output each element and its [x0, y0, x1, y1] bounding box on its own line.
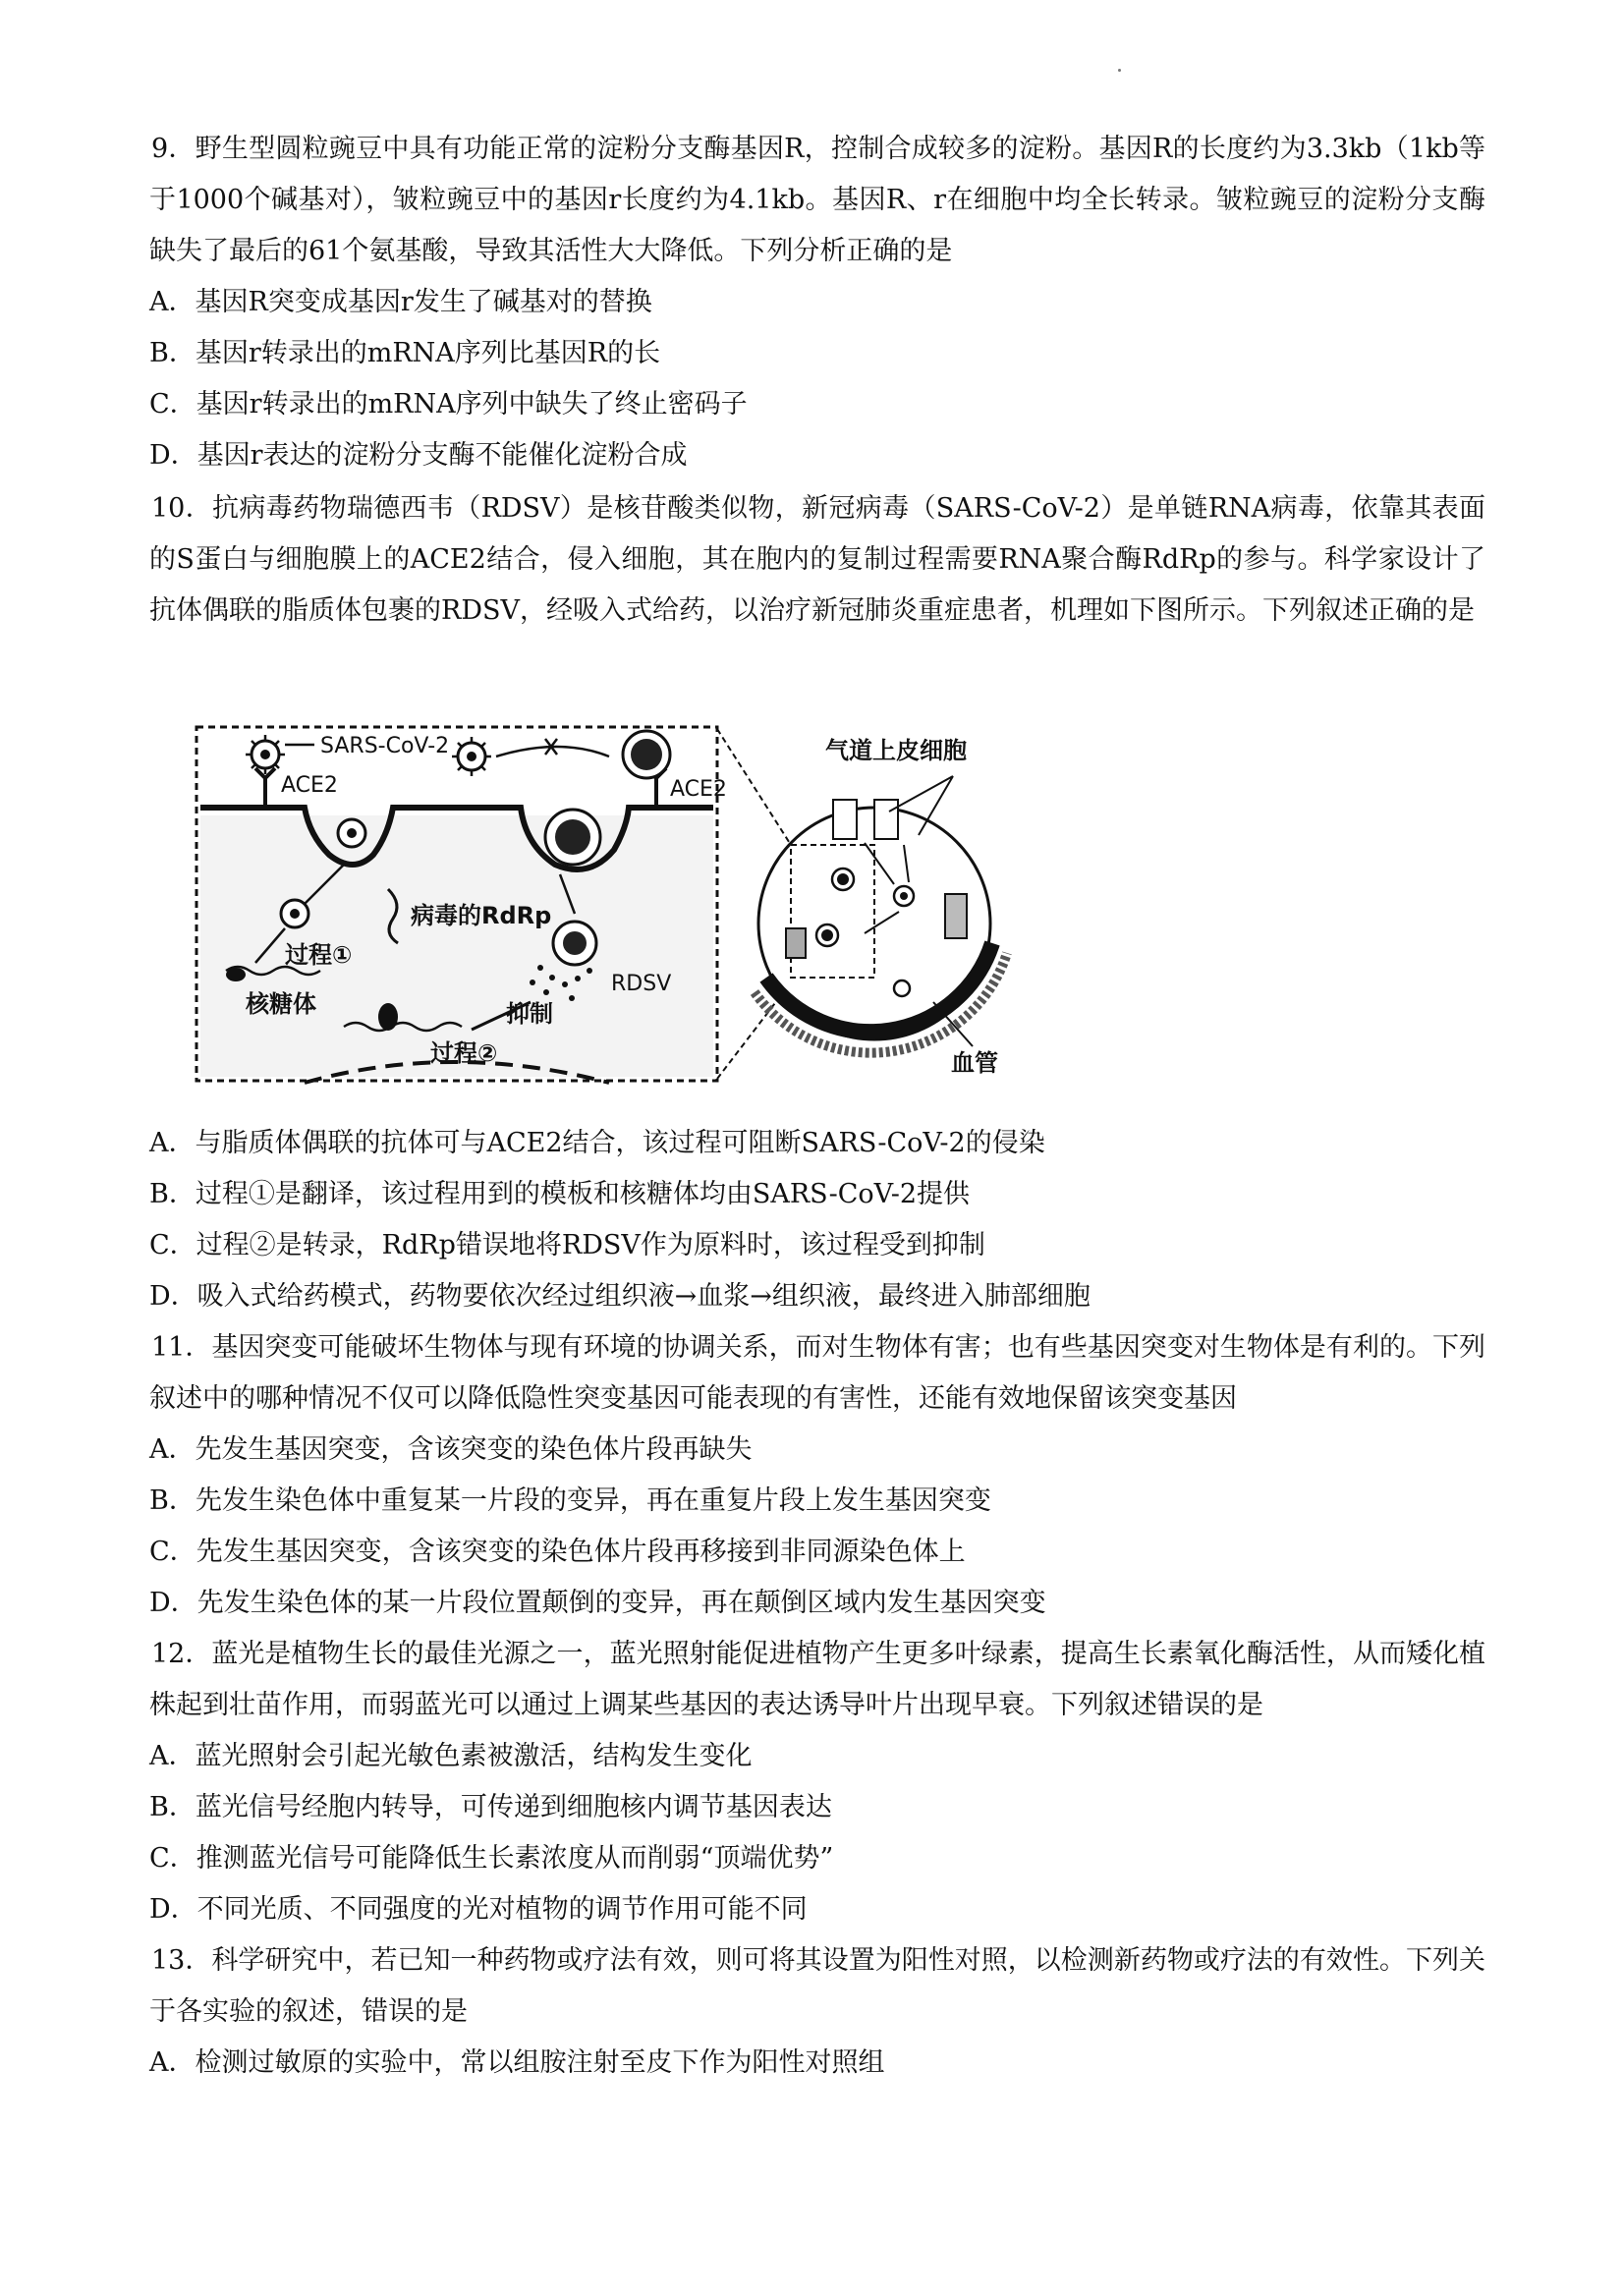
label-ace2-left: ACE2: [281, 773, 338, 798]
page-dot-mark: [1118, 69, 1121, 72]
organelle-icon: [945, 894, 967, 938]
rdsv-liposome-icon: [553, 922, 596, 965]
question-13: [149, 1935, 1485, 2089]
virus-icon: [452, 737, 491, 776]
question-10: [149, 483, 1485, 637]
question-12-option-b: B．蓝光信号经胞内转导，可传递到细胞核内调节基因表达: [149, 1792, 832, 1822]
question-11: [149, 1322, 1485, 1629]
question-12-option-c: C．推测蓝光信号可能降低生长素浓度从而削弱“顶端优势”: [149, 1843, 834, 1874]
question-10-option-c: C．过程②是转录，RdRp错误地将RDSV作为原料时，该过程受到抑制: [149, 1230, 985, 1260]
liposome-icon: [623, 731, 670, 778]
question-11-option-a: A．先发生基因突变，含该突变的染色体片段再缺失: [149, 1434, 753, 1465]
cytoplasm-bg: [200, 815, 713, 1077]
label-viral-rdrp: 病毒的RdRp: [411, 902, 552, 929]
question-9: [149, 124, 1485, 481]
question-10-option-b: B．过程①是翻译，该过程用到的模板和核糖体均由SARS-CoV-2提供: [149, 1179, 971, 1209]
zoom-connector-top: [717, 729, 791, 845]
label-rdsv: RDSV: [611, 972, 672, 996]
airway-cell-icon: [874, 800, 898, 839]
question-9-option-b: B．基因r转录出的mRNA序列比基因R的长: [149, 338, 661, 368]
question-9-stem: 9．野生型圆粒豌豆中具有功能正常的淀粉分支酶基因R，控制合成较多的淀粉。基因R的长度约为3.3kb（1kb等于1000个碱基对），皱粒豌豆中的基因r长度约为4.1kb。基因R、r在细胞中均全长转录。皱粒豌豆的淀粉分支酶缺失了最后的61个氨基酸，导致其活性大大降低。下列分析正确的是: [149, 134, 1485, 266]
question-13-option-a: A．检测过敏原的实验中，常以组胺注射至皮下作为阳性对照组: [149, 2047, 885, 2078]
airway-cell-diagram: [755, 776, 1007, 1053]
question-13-stem: 13．科学研究中，若已知一种药物或疗法有效，则可将其设置为阳性对照，以检测新药物或疗法的有效性。下列关于各实验的叙述，错误的是: [149, 1945, 1485, 2027]
label-ribosome: 核糖体: [246, 990, 316, 1018]
question-10-options: [149, 1118, 1485, 1322]
organelle-icon: [786, 928, 806, 958]
question-10-option-a: A．与脂质体偶联的抗体可与ACE2结合，该过程可阻断SARS-CoV-2的侵染: [149, 1128, 1045, 1158]
question-10-figure: [187, 717, 1051, 1091]
label-airway-epithelial-cell: 气道上皮细胞: [825, 737, 967, 764]
question-9-option-c: C．基因r转录出的mRNA序列中缺失了终止密码子: [149, 389, 748, 420]
label-sars-cov-2: SARS-CoV-2: [320, 734, 450, 758]
released-virus-icon: [281, 900, 308, 927]
endocytosed-virus-icon: [338, 819, 365, 847]
label-blood-vessel: 血管: [951, 1049, 998, 1077]
label-inhibit: 抑制: [506, 1000, 553, 1028]
endocytosed-liposome-icon: [545, 810, 600, 865]
mechanism-diagram: [187, 717, 1051, 1091]
airway-cell-icon: [833, 800, 857, 839]
question-9-option-a: A．基因R突变成基因r发生了碱基对的替换: [149, 287, 652, 317]
question-12-option-d: D．不同光质、不同强度的光对植物的调节作用可能不同: [149, 1894, 808, 1925]
label-process-2: 过程②: [430, 1039, 498, 1067]
question-12-stem: 12．蓝光是植物生长的最佳光源之一，蓝光照射能促进植物产生更多叶绿素，提高生长素氧化酶活性，从而矮化植株起到壮苗作用，而弱蓝光可以通过上调某些基因的表达诱导叶片出现早衰。下列叙述错误的是: [149, 1639, 1485, 1720]
question-11-stem: 11．基因突变可能破坏生物体与现有环境的协调关系，而对生物体有害；也有些基因突变对生物体是有利的。下列叙述中的哪种情况不仅可以降低隐性突变基因可能表现的有害性，还能有效地保留该突变基因: [149, 1332, 1485, 1414]
question-10-option-d: D．吸入式给药模式，药物要依次经过组织液→血浆→组织液，最终进入肺部细胞: [149, 1281, 1091, 1312]
label-process-1: 过程①: [285, 941, 353, 969]
question-11-option-d: D．先发生染色体的某一片段位置颠倒的变异，再在颠倒区域内发生基因突变: [149, 1588, 1046, 1618]
ribosome-icon: [226, 968, 246, 981]
question-12-option-a: A．蓝光照射会引起光敏色素被激活，结构发生变化: [149, 1741, 753, 1771]
rdrp-on-rna-icon: [378, 1003, 398, 1031]
question-11-option-c: C．先发生基因突变，含该突变的染色体片段再移接到非同源染色体上: [149, 1537, 966, 1567]
question-9-option-d: D．基因r表达的淀粉分支酶不能催化淀粉合成: [149, 440, 688, 471]
virus-icon: [246, 735, 285, 774]
question-12: [149, 1629, 1485, 1935]
question-10-stem: 10．抗病毒药物瑞德西韦（RDSV）是核苷酸类似物，新冠病毒（SARS-CoV-2）是单链RNA病毒，依靠其表面的S蛋白与细胞膜上的ACE2结合，侵入细胞，其在胞内的复制过程需要RNA聚合酶RdRp的参与。科学家设计了抗体偶联的脂质体包裹的RDSV，经吸入式给药，以治疗新冠肺炎重症患者，机理如下图所示。下列叙述正确的是: [149, 493, 1485, 626]
label-ace2-right: ACE2: [670, 777, 727, 802]
question-11-option-b: B．先发生染色体中重复某一片段的变异，再在重复片段上发生基因突变: [149, 1485, 991, 1516]
